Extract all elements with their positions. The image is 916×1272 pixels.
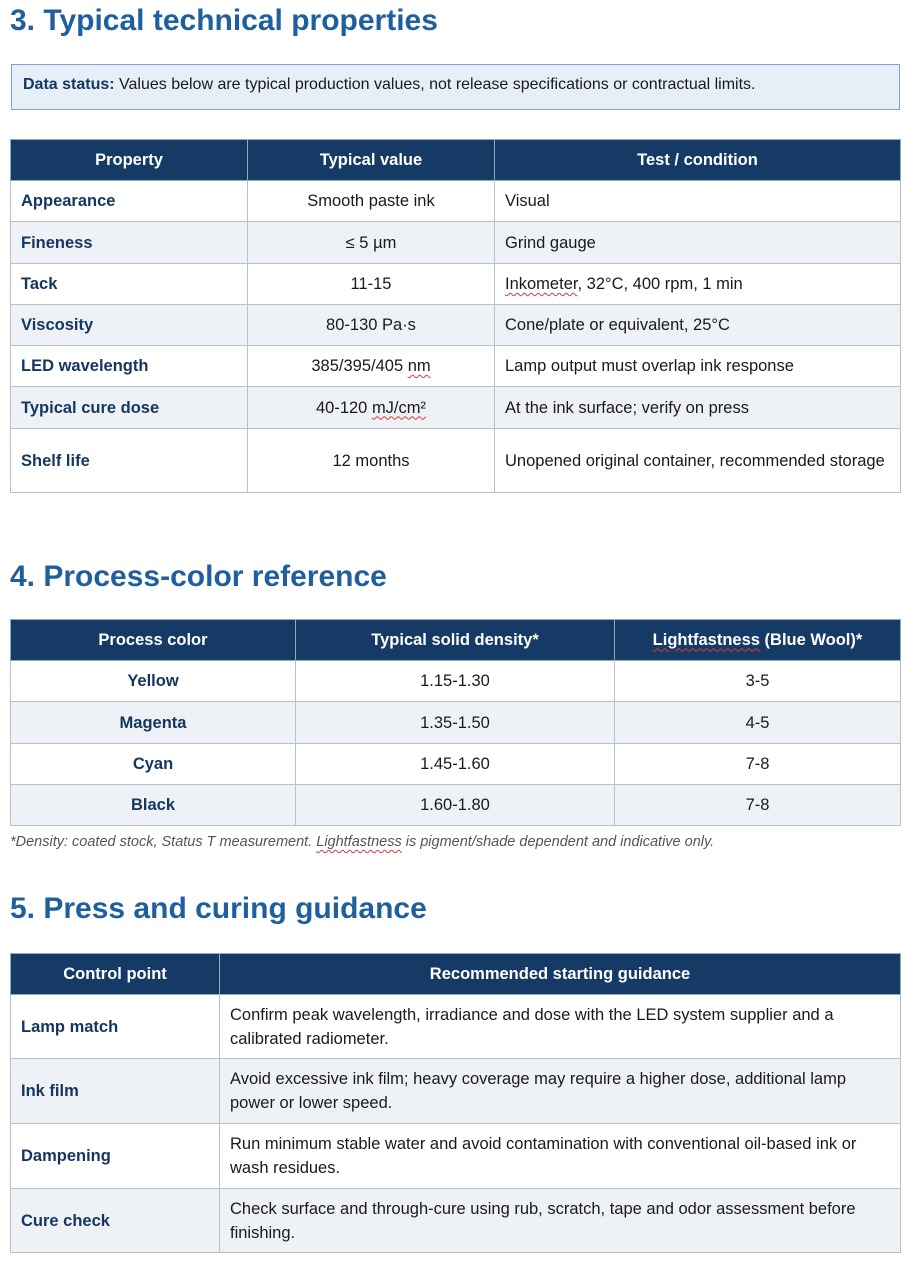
test-cell: Grind gauge [495, 222, 901, 264]
value-cell: Smooth paste ink [248, 181, 495, 222]
spellcheck-word: Inkometer [505, 275, 578, 293]
control-point-cell: Dampening [11, 1124, 220, 1189]
control-point-cell: Ink film [11, 1059, 220, 1124]
guidance-cell: Check surface and through-cure using rub, scratch, tape and odor assessment before finishing. [220, 1189, 901, 1253]
test-cell: Visual [495, 181, 901, 222]
property-cell: Typical cure dose [11, 387, 248, 429]
table-row [11, 429, 901, 493]
color-cell: Black [11, 785, 296, 826]
header-control-point: Control point [11, 954, 220, 995]
section-3-title: 3. Typical technical properties [10, 4, 438, 37]
test-cell: Unopened original container, recommended storage [495, 429, 901, 493]
header-lightfastness-rest: (Blue Wool)* [759, 630, 863, 649]
table-row [11, 785, 901, 826]
header-lightfastness [615, 620, 901, 661]
spellcheck-word: Lightfastness [652, 630, 760, 649]
value-cell: ≤ 5 µm [248, 222, 495, 264]
property-cell: LED wavelength [11, 346, 248, 387]
value-cell: 11-15 [248, 264, 495, 305]
section-4-title: 4. Process-color reference [10, 560, 387, 593]
header-guidance: Recommended starting guidance [220, 954, 901, 995]
header-test-condition: Test / condition [495, 140, 901, 181]
guidance-cell: Confirm peak wavelength, irradiance and dose with the LED system supplier and a calibrated radiometer. [220, 995, 901, 1059]
lightfastness-cell: 4-5 [615, 702, 901, 744]
color-cell: Yellow [11, 661, 296, 702]
properties-header-row [11, 140, 901, 181]
spellcheck-word: Lightfastness [316, 834, 402, 850]
header-process-color: Process color [11, 620, 296, 661]
header-typical-value: Typical value [248, 140, 495, 181]
property-cell: Tack [11, 264, 248, 305]
density-cell: 1.15-1.30 [296, 661, 615, 702]
color-cell: Magenta [11, 702, 296, 744]
color-cell: Cyan [11, 744, 296, 785]
table-row [11, 387, 901, 429]
table-row [11, 181, 901, 222]
header-solid-density: Typical solid density* [296, 620, 615, 661]
properties-table [10, 139, 901, 493]
header-property: Property [11, 140, 248, 181]
density-cell: 1.60-1.80 [296, 785, 615, 826]
value-text: 385/395/405 [311, 357, 408, 375]
section-5-title: 5. Press and curing guidance [10, 892, 427, 925]
data-status-note [11, 64, 900, 110]
value-text: 40-120 [315, 398, 372, 417]
data-status-text: Values below are typical production values, not release specifications or contractual limits. [114, 76, 756, 93]
value-cell: 12 months [248, 429, 495, 493]
table-row [11, 222, 901, 264]
table-row [11, 1059, 901, 1124]
guidance-cell: Run minimum stable water and avoid contamination with conventional oil-based ink or wash residues. [220, 1124, 901, 1189]
test-cell [495, 264, 901, 305]
table-row [11, 1124, 901, 1189]
lightfastness-cell: 3-5 [615, 661, 901, 702]
guidance-table [10, 953, 901, 1253]
process-color-table [10, 619, 901, 826]
table-row [11, 346, 901, 387]
footnote-text: is pigment/shade dependent and indicative only. [401, 834, 715, 850]
table-row [11, 1189, 901, 1253]
table-row [11, 264, 901, 305]
footnote-text: *Density: coated stock, Status T measurement. [10, 834, 317, 850]
guidance-cell: Avoid excessive ink film; heavy coverage may require a higher dose, additional lamp power or lower speed. [220, 1059, 901, 1124]
value-cell [248, 387, 495, 429]
spellcheck-word: mJ/cm² [371, 398, 427, 417]
density-cell: 1.45-1.60 [296, 744, 615, 785]
density-footnote [10, 834, 714, 850]
data-status-label: Data status: [23, 76, 115, 93]
test-cell: Cone/plate or equivalent, 25°C [495, 305, 901, 346]
spellcheck-word: nm [407, 357, 431, 375]
property-cell: Shelf life [11, 429, 248, 493]
density-cell: 1.35-1.50 [296, 702, 615, 744]
guidance-header-row [11, 954, 901, 995]
control-point-cell: Lamp match [11, 995, 220, 1059]
table-row [11, 661, 901, 702]
table-row [11, 744, 901, 785]
control-point-cell: Cure check [11, 1189, 220, 1253]
property-cell: Fineness [11, 222, 248, 264]
table-row [11, 702, 901, 744]
test-cell: At the ink surface; verify on press [495, 387, 901, 429]
test-cell: Lamp output must overlap ink response [495, 346, 901, 387]
test-text: , 32°C, 400 rpm, 1 min [577, 275, 743, 293]
value-cell [248, 346, 495, 387]
process-color-header-row [11, 620, 901, 661]
table-row [11, 995, 901, 1059]
value-cell: 80-130 Pa·s [248, 305, 495, 346]
table-row [11, 305, 901, 346]
property-cell: Appearance [11, 181, 248, 222]
property-cell: Viscosity [11, 305, 248, 346]
lightfastness-cell: 7-8 [615, 785, 901, 826]
lightfastness-cell: 7-8 [615, 744, 901, 785]
